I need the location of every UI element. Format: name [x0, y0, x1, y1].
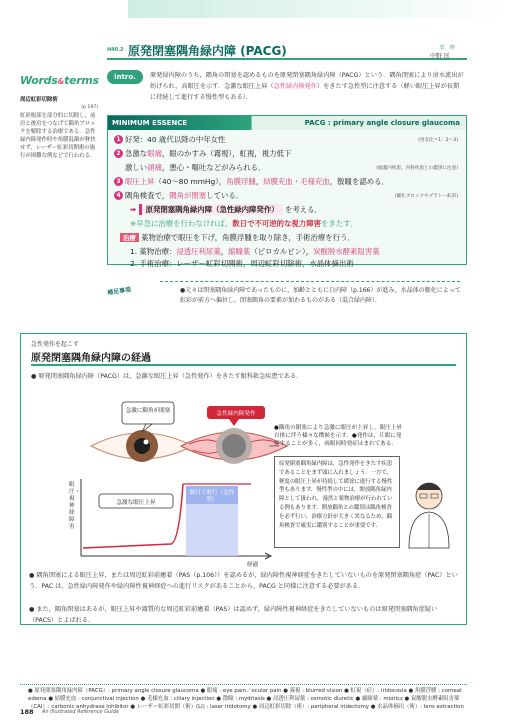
essence-l3-c: ，悪心・嘔吐などがみられる．	[161, 163, 266, 172]
essence-note-5: (瞳孔ブロックやプラトー虹彩)	[394, 194, 458, 199]
num-3-icon: 3	[114, 177, 123, 186]
essence-line-6	[130, 204, 322, 215]
callout-right: 急性緑内障発作	[216, 411, 256, 417]
essence-l4-a: 眼圧上昇	[125, 177, 155, 186]
essence-l5-c: している．	[206, 191, 244, 200]
logo-amp: &	[57, 77, 65, 86]
essence-line-8	[120, 232, 355, 243]
glossary-text: ● 原発閉塞隅角緑内障（PACG）: primary angle closure glaucoma ● 眼痛 : eye pain／ocular pain ● 霧視 : blurred vision ● 虹視（症）: iridocosia ● 角膜浮腫 : corneal edema ● 結膜充血 : conjunctival injection ● 毛様充血 : ciliary injection ● 散瞳 : mydriasis ● 浸透圧利尿薬 : osmotic diuretic ● 縮瞳薬 : miotics ● 炭酸脱水酵素阻害薬（CAI）: carbonic anhydrase inhibitor ● レーザー虹彩切開（術）(LI) : laser iridotomy ● 周辺虹彩切除（術）: peripheral iridectomy ● 水晶体摘出（術）: lens extraction	[28, 688, 464, 711]
words-and-terms-logo	[20, 74, 99, 87]
block-label: 数日で進行（急性型）	[189, 490, 235, 503]
sidebar-term: 周辺虹彩切除術	[20, 97, 58, 103]
essence-subtitle: PACG : primary angle closure glaucoma	[304, 119, 460, 127]
essence-l2-a: 急激な	[125, 149, 148, 158]
num-4-icon: 4	[114, 191, 123, 200]
supplement-text: ●元々は閉塞隅角緑内障であったものに，加齢とともに白内障（p.166）が進み，水晶体の膨化によって虹彩が前方へ偏位し，閉塞隅角の要素が加わるものがある（混合緑内障）．	[180, 287, 461, 304]
essence-l4-c: 角膜浮腫	[226, 177, 256, 186]
supplement-badge: 補足事項	[106, 286, 132, 297]
paragraph-1: ● 隅角閉塞による眼圧上昇，または周辺虹彩前癒着（PAS（p.106））を認めるが，緑内障性視神経症をきたしていないものを原発閉塞隅角症（PAC）という．PAC は，急性緑内障発作や緑内障性視神経症への進行リスクがあることから，PACG と同様に注意する必要がある．	[29, 572, 458, 590]
sidebar-glossary	[20, 96, 98, 160]
essence-line-2	[114, 148, 291, 159]
rise-label: 急激な眼圧上昇	[116, 500, 156, 506]
essence-badge: MINIMUM ESSENCE	[112, 119, 188, 127]
essence-l7-a: ※早急に治療を行わなければ，	[130, 219, 233, 228]
intro-badge: intro.	[107, 70, 143, 84]
sidebar-ref: (p.197)	[81, 105, 98, 110]
essence-l4-e: 結膜充血・毛様充血	[263, 177, 330, 186]
figure-subtitle: 急性発作を起こす	[31, 341, 80, 348]
essence-note-3: (頭蓋内疾患，内科疾患との鑑別に注意)	[376, 166, 458, 171]
essence-l3-a: 激しい	[125, 163, 148, 172]
x-axis-label: 経過	[247, 562, 259, 568]
essence-line-5	[114, 190, 243, 201]
title-rule	[107, 58, 467, 60]
essence-l9-c: ，	[220, 247, 229, 256]
essence-l9-d: 縮瞳薬	[228, 247, 251, 256]
essence-l9-b: 浸透圧利尿薬	[176, 247, 221, 256]
author-role: 監 修	[440, 45, 456, 51]
essence-l2-c: ，眼のかすみ（霧視），虹視，視力低下	[161, 149, 292, 158]
essence-l7-c: をきたす．	[320, 219, 358, 228]
essence-line-10: 2. 手術治療：レーザー虹彩切開術，周辺虹彩切除術，水晶体摘出術	[130, 259, 354, 268]
essence-l4-d: ，	[255, 177, 264, 186]
diagnosis-bar: 原発閉塞隅角緑内障（急性緑内障発作）	[139, 204, 283, 215]
figure-bullet: ● 原発閉塞隅角緑内障（PACG）は，急激な眼圧上昇（急性発作）をきたす眼科救急疾患である．	[31, 373, 303, 380]
essence-l7-b: 数日で不可逆的な視力障害	[232, 219, 321, 228]
author-name: 中野 匡	[430, 53, 450, 60]
doctor-illustration-icon	[409, 483, 449, 548]
essence-line-3	[125, 162, 265, 173]
section-number: H40.2	[107, 47, 124, 53]
num-1-icon: 1	[114, 135, 123, 144]
page-title: 原発閉塞隅角緑内障 (PACG)	[128, 44, 287, 58]
y-axis-label: 眼圧・視神経障害	[69, 482, 81, 530]
paragraph-2: ● また，隅角閉塞はあるが，眼圧上昇や器質的な周辺虹彩前癒着（PAS）は認めず，緑内障性視神経症をきたしていないものは原発閉塞隅角症疑い（PACS）とよばれる．	[29, 606, 438, 624]
essence-l6-tail: を考える．	[284, 205, 322, 214]
eye-notes: ●隅角の閉塞により急激に眼圧が上昇し，眼圧上昇自体に伴う様々な徴候を示す．●発作は，片眼に発症することが多く，両眼同時発症はまれである．	[274, 425, 402, 447]
essence-l5-a: 隅角検査で，	[125, 191, 170, 200]
intro-text-b: ）をきたす急性型に注意する（軽い眼圧上昇が長期に持続して進行する慢性型もある）．	[150, 83, 460, 101]
intro-text	[150, 70, 465, 103]
intro-text-a: 原発緑内障のうち，隅角の閉塞を認めるものを原発閉塞隅角緑内障（PACG）という．隅角閉塞により房水流出が妨げられ，高眼圧を示す．急激な眼圧上昇（	[150, 72, 464, 90]
essence-l9-e: （ピロカルピン），	[250, 247, 314, 256]
essence-l5-b: 隅角が閉塞	[169, 191, 207, 200]
glossary-divider	[20, 684, 467, 685]
eye-normal-icon	[91, 430, 193, 462]
essence-l4-b: （40〜80 mmHg），	[154, 177, 227, 186]
logo-terms: terms	[64, 74, 99, 87]
essence-l9-f: 炭酸脱水酵素阻害薬	[313, 247, 380, 256]
essence-l4-f: ，散瞳を認める．	[329, 177, 389, 186]
supplement-divider	[160, 281, 460, 282]
essence-l3-b: 頭痛	[147, 163, 162, 172]
essence-header	[108, 116, 466, 130]
essence-l2-b: 眼痛	[147, 149, 162, 158]
arrow-right-icon: ➡	[130, 205, 137, 214]
essence-line-9	[130, 246, 380, 257]
callout-left: 急激に隅角が閉塞	[125, 408, 171, 414]
num-2-icon: 2	[114, 149, 123, 158]
figure-title: 原発閉塞隅角緑内障の経過	[31, 353, 151, 364]
intro-highlight: 急性緑内障発作	[273, 83, 317, 90]
essence-l8-text: 薬物治療で眼圧を下げ，角膜浮腫を取り除き，手術治療を行う．	[141, 233, 355, 242]
essence-line-4	[114, 176, 389, 187]
essence-l9-a: 1. 薬物治療：	[130, 247, 177, 256]
essence-l1-text: 好発：40 歳代以降の中年女性	[125, 135, 226, 144]
minimum-essence-box	[107, 115, 467, 268]
sidebar-description: 虹彩根部を部分的に切除し，前房と後房をつなげて隅角ブロックを解除する治療である．急性緑内障発作時や角膜混濁が軽快せず，レーザー虹彩切開術の施行が困難な例などで行われる．	[20, 113, 96, 159]
essence-line-7	[130, 218, 357, 229]
essence-line-1	[114, 134, 225, 145]
top-decor-strip	[128, 0, 509, 18]
essence-note-1: (男女比＝1：2〜3)	[418, 138, 458, 143]
book-title: An Illustrated Reference Guide	[42, 709, 119, 715]
note-panel: 原発閉塞隅角緑内障は，急性発作をきたす疾患であることをまず頭に入れましょう．一方で，軽度の眼圧上昇が持続して緩徐に進行する慢性型もあります．慢性型の中には，開放隅角緑内障として扱われ，漫然と薬物治療が行われている例もあります．開放隅角との鑑別は隅角検査を必ず行い，治療方針が大きく異なるため，隅角検査で確実に鑑別することが重要です．	[274, 456, 400, 548]
page-number: 188	[20, 708, 34, 716]
treatment-badge: 治療	[120, 233, 139, 242]
logo-words: Words	[20, 74, 58, 87]
figure-box	[20, 333, 467, 625]
